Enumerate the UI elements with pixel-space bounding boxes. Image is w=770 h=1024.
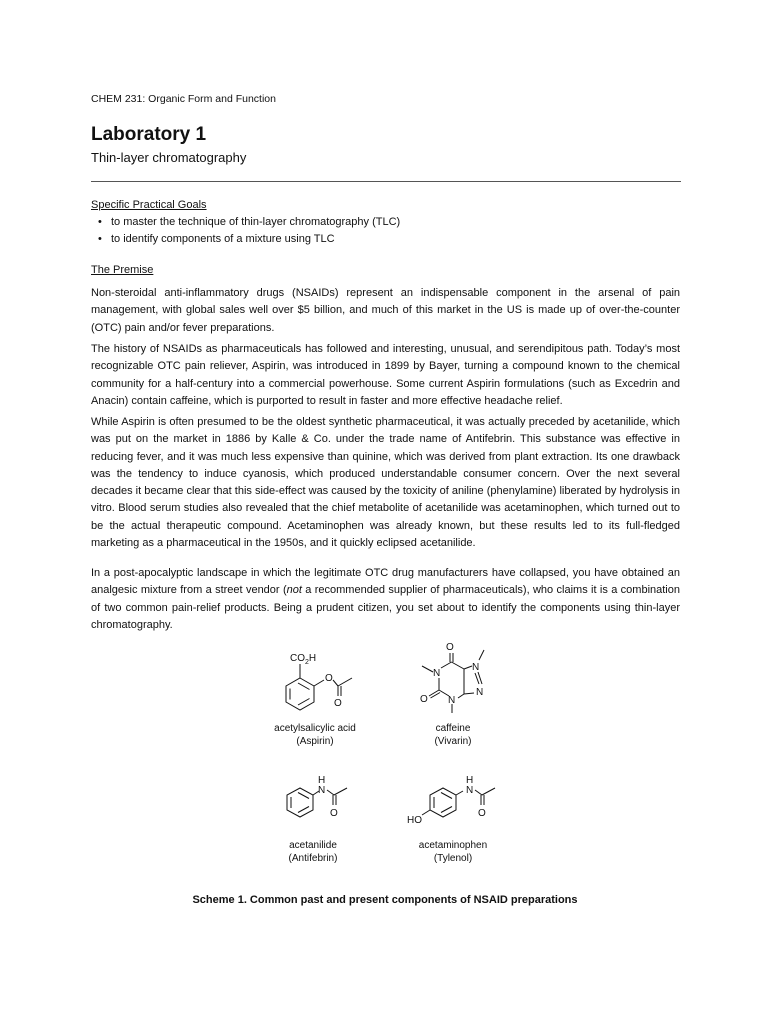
acetaminophen-label [373,839,533,865]
goal-item: • to master the technique of thin-layer chromatography (TLC) [98,214,400,231]
aspirin-co2h-label: $CO_2H$ [290,653,317,666]
premise-heading: The Premise [91,264,154,276]
acetanilide-oxygen: O [330,808,338,819]
acetaminophen-structure [404,774,504,834]
acetaminophen-ho: HO [407,815,422,826]
course-header: CHEM 231: Organic Form and Function [91,93,276,105]
caffeine-n1: N [433,668,441,679]
premise-paragraph-4 [91,565,680,634]
aspirin-name: acetylsalicylic acid [274,723,356,734]
aspirin-structure [268,644,358,726]
acetaminophen-name: acetaminophen [418,840,488,851]
caffeine-n3: N [448,695,456,706]
aspirin-trade-name: (Aspirin) [296,736,334,747]
caffeine-name: caffeine [435,723,471,734]
acetanilide-n: N [318,785,326,796]
caffeine-low-oxygen: O [420,694,428,705]
acetaminophen-n: N [466,785,474,796]
aspirin-label [235,722,395,748]
caffeine-top-oxygen: O [446,642,454,653]
acetanilide-label [233,839,393,865]
caffeine-n9: N [476,687,484,698]
goals-heading: Specific Practical Goals [91,199,207,211]
header-divider [91,181,681,182]
caffeine-n7: N [472,662,480,673]
premise-paragraph-3: While Aspirin is often presumed to be the oldest synthetic pharmaceutical, it was actually preceded by acetanilide, which was put on the market in 1886 by Kalle & Co. under the trade name of Antifebrin. This substance was effective in reducing fever, and it was much less expensive than quinine, which was derived from plant extraction. Its one drawback was the tendency to induce cyanosis, which produced understandable consumer concern. Over the next several decades it became clear that this side-effect was caused by the toxicity of aniline (phenylamine) liberated by hydrolysis in vitro. Blood serum studies also revealed that the chief metabolite of acetanilide was acetaminophen, which turned out to be the actual therapeutic compound. Acetaminophen was already known, but these results led to its full-fledged marketing as a pharmaceutical in the 1950s, and it quickly eclipsed acetanilide. [91,416,680,550]
premise-paragraph-2: The history of NSAIDs as pharmaceuticals has followed and interesting, unusual, and serendipitous path. Today’s most recognizable OTC pain reliever, Aspirin, was introduced in 1899 by Bayer, turning a compound known to the chemical community for a half-century into a commercial powerhouse. Some current Aspirin formulations (such as Excedrin and Anacin) contain caffeine, which is purported to result in faster and more effective headache relief. [91,343,680,407]
caffeine-label [373,722,533,748]
acetaminophen-h: H [466,775,474,786]
premise-paragraph-1: Non-steroidal anti-inflammatory drugs (NSAIDs) represent an indispensable component in the arsenal of pain management, with global sales well over $5 billion, and much of this market in the US is made up of over-the-counter (OTC) pain and/or fever preparations. [91,287,680,334]
caffeine-structure [414,638,504,718]
aspirin-carbonyl-oxygen: O [334,698,342,709]
scheme-1 [0,636,770,886]
lab-subtitle: Thin-layer chromatography [91,150,247,165]
p4-emphasis: not [286,584,302,597]
acetaminophen-oxygen: O [478,808,486,819]
acetanilide-h: H [318,775,326,786]
acetaminophen-trade-name: (Tylenol) [433,853,473,864]
acetanilide-name: acetanilide [289,840,337,851]
aspirin-ester-oxygen: O [325,673,333,684]
p4-text-end: a recommended supplier of pharmaceuticals), who claims it is a combination of two common pain-relief products. Being a prudent citizen, you set about to identify the components using thin-layer chromatography. [91,584,680,631]
p4-text-start: In a post-apocalyptic landscape in which the legitimate OTC drug manufacturers have collapsed, you have obtained an analgesic mixture from a street vendor ( [91,567,680,597]
acetanilide-trade-name: (Antifebrin) [288,853,338,864]
scheme-caption: Scheme 1. Common past and present components of NSAID preparations [192,894,578,906]
lab-title: Laboratory 1 [91,124,207,145]
caffeine-trade-name: (Vivarin) [434,736,472,747]
goal-item: • to identify components of a mixture using TLC [98,231,400,248]
acetanilide-structure [280,774,360,834]
goals-list [98,214,400,248]
